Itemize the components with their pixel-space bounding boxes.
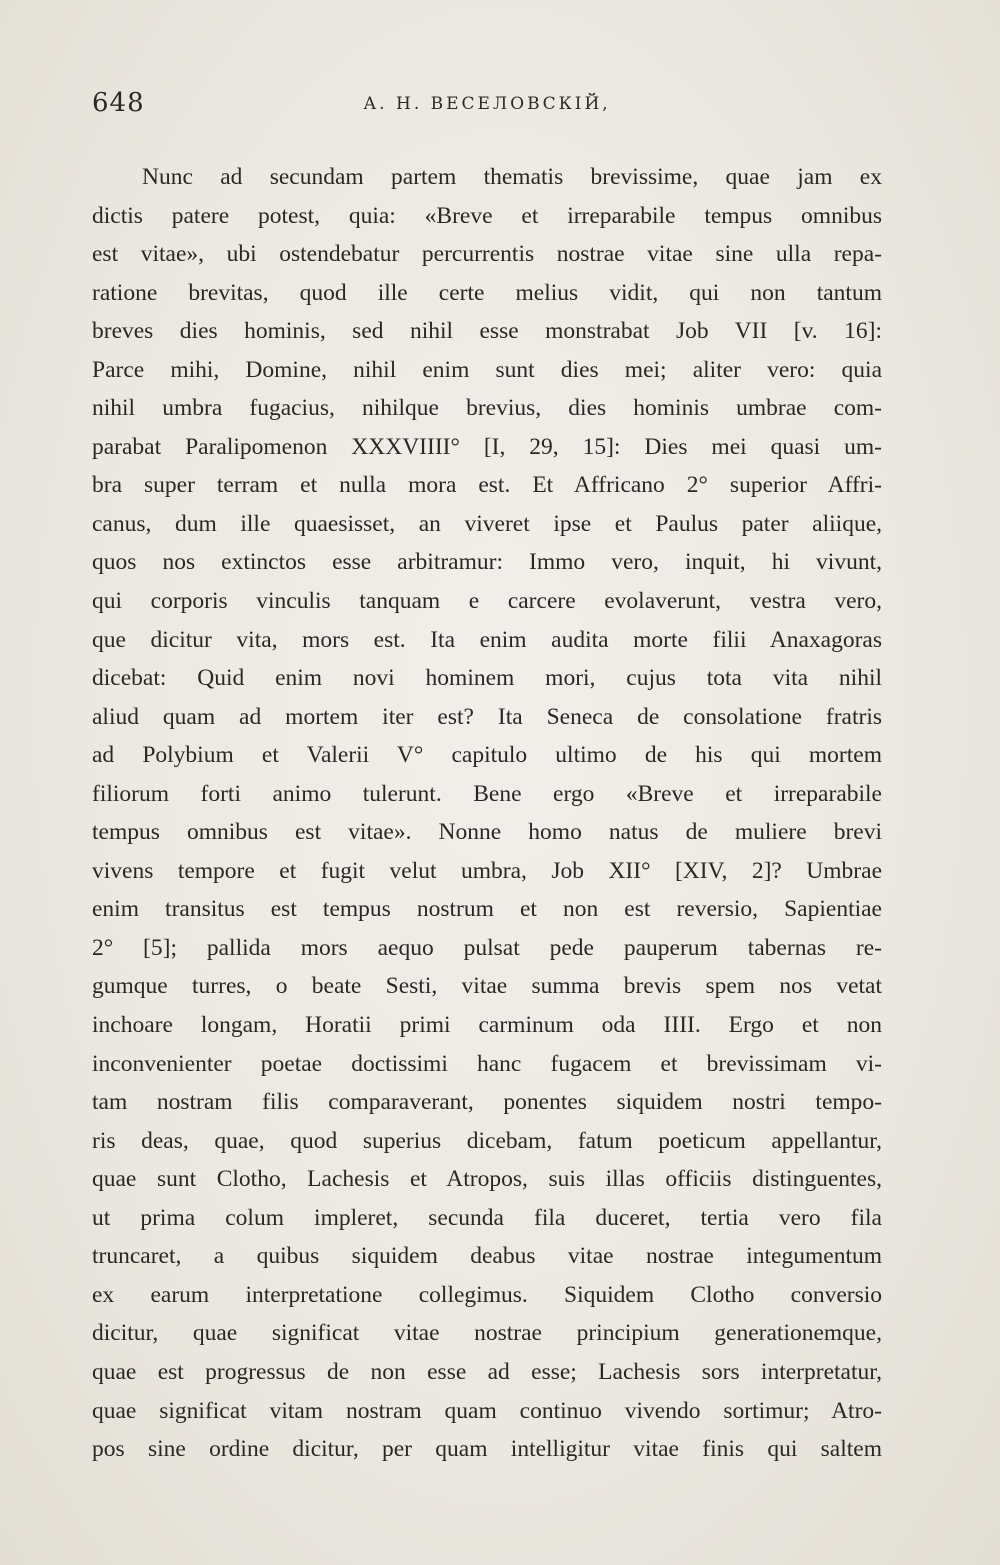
- text-line: tempus omnibus est vitae». Nonne homo natus de muliere brevi: [92, 819, 882, 846]
- text-line: que dicitur vita, mors est. Ita enim audita morte filii Anaxagoras: [92, 626, 882, 653]
- text-line: gumque turres, o beate Sesti, vitae summa brevis spem nos vetat: [92, 973, 882, 1000]
- text-line: quae significat vitam nostram quam continuo vivendo sortimur; Atro-: [92, 1397, 882, 1424]
- text-line: dictis patere potest, quia: «Breve et irreparabile tempus omnibus: [92, 202, 882, 229]
- text-line: canus, dum ille quaesisset, an viveret ipse et Paulus pater aliique,: [92, 510, 882, 537]
- text-line: ex earum interpretatione collegimus. Siquidem Clotho conversio: [92, 1281, 882, 1308]
- text-line: est vitae», ubi ostendebatur percurrentis nostrae vitae sine ulla repa-: [92, 241, 882, 268]
- running-head: А. Н. ВЕСЕЛОВСКIЙ,: [363, 94, 611, 114]
- text-line: quae sunt Clotho, Lachesis et Atropos, suis illas officiis distinguentes,: [92, 1166, 882, 1193]
- text-line: enim transitus est tempus nostrum et non est reversio, Sapientiae: [92, 896, 882, 923]
- text-line: ad Polybium et Valerii V° capitulo ultimo de his qui mortem: [92, 742, 882, 769]
- text-line: aliud quam ad mortem iter est? Ita Seneca de consolatione fratris: [92, 703, 882, 730]
- page-header: [92, 88, 882, 128]
- text-line: inconvenienter poetae doctissimi hanc fugacem et brevissimam vi-: [92, 1050, 882, 1077]
- text-line: ratione brevitas, quod ille certe melius vidit, qui non tantum: [92, 279, 882, 306]
- page-number: 648: [92, 88, 145, 118]
- text-line: tam nostram filis comparaverant, ponentes siquidem nostri tempo-: [92, 1089, 882, 1116]
- text-line: ris deas, quae, quod superius dicebam, fatum poeticum appellantur,: [92, 1127, 882, 1154]
- text-line: bra super terram et nulla mora est. Et Affricano 2° superior Affri-: [92, 472, 882, 499]
- text-line: quos nos extinctos esse arbitramur: Immo vero, inquit, hi vivunt,: [92, 549, 882, 576]
- text-line: quae est progressus de non esse ad esse; Lachesis sors interpretatur,: [92, 1358, 882, 1385]
- text-line: inchoare longam, Horatii primi carminum oda IIII. Ergo et non: [92, 1012, 882, 1039]
- text-line: dicitur, quae significat vitae nostrae principium generationemque,: [92, 1320, 882, 1347]
- text-line: Parce mihi, Domine, nihil enim sunt dies mei; aliter vero: quia: [92, 356, 882, 383]
- text-line: parabat Paralipomenon XXXVIIII° [I, 29, 15]: Dies mei quasi um-: [92, 433, 882, 460]
- text-line: 2° [5]; pallida mors aequo pulsat pede pauperum tabernas re-: [92, 934, 882, 961]
- text-line: truncaret, a quibus siquidem deabus vitae nostrae integumentum: [92, 1243, 882, 1270]
- text-line: filiorum forti animo tulerunt. Bene ergo «Breve et irreparabile: [92, 780, 882, 807]
- text-line: ut prima colum impleret, secunda fila duceret, tertia vero fila: [92, 1204, 882, 1231]
- text-line: breves dies hominis, sed nihil esse monstrabat Job VII [v. 16]:: [92, 318, 882, 345]
- text-line: Nunc ad secundam partem thematis brevissime, quae jam ex: [142, 164, 882, 190]
- text-line: dicebat: Quid enim novi hominem mori, cujus tota vita nihil: [92, 665, 882, 692]
- text-line: pos sine ordine dicitur, per quam intelligitur vitae finis qui saltem: [92, 1436, 882, 1463]
- text-line: qui corporis vinculis tanquam e carcere evolaverunt, vestra vero,: [92, 588, 882, 615]
- body-text: [92, 158, 882, 1469]
- text-line: vivens tempore et fugit velut umbra, Job XII° [XIV, 2]? Umbrae: [92, 857, 882, 884]
- text-line: nihil umbra fugacius, nihilque brevius, dies hominis umbrae com-: [92, 395, 882, 422]
